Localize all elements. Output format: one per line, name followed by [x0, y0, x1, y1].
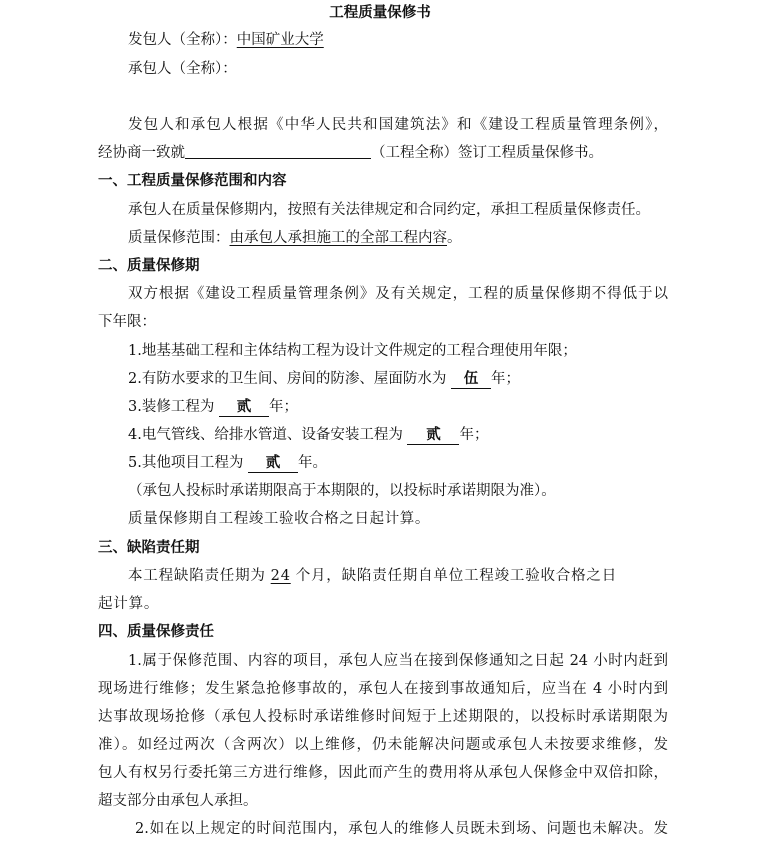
intro-before-blank: 经协商一致就: [98, 145, 185, 161]
responsibility-p1-last: 超支部分由承包人承担。: [98, 793, 258, 809]
section2-heading: 二、质量保修期: [98, 258, 200, 274]
section4-heading: 四、质量保修责任: [98, 624, 214, 640]
responsibility-p1-line-5: 包人有权另行委托第三方进行维修，因此而产生的费用将从承包人保修金中双倍扣除，: [98, 765, 668, 781]
scope-end: 。: [447, 230, 462, 246]
section3-heading: 三、缺陷责任期: [98, 540, 200, 556]
period-item-3-value: 贰: [219, 398, 269, 417]
employer-line: [128, 30, 324, 50]
responsibility-p1-line-4: 准）。如经过两次（含两次）以上维修，仍未能解决问题或承包人未按要求维修，发: [98, 737, 668, 753]
contractor-label: 承包人（全称）：: [128, 61, 237, 77]
section2-intro-line-1: 双方根据《建设工程质量管理条例》及有关规定，工程的质量保修期不得低于以: [128, 286, 668, 302]
section1-paragraph: 承包人在质量保修期内，按照有关法律规定和合同约定，承担工程质量保修责任。: [128, 202, 650, 218]
project-name-blank: [185, 143, 371, 159]
contractor-line: [128, 59, 237, 79]
period-item-2: [128, 369, 520, 389]
intro-line-2: [98, 143, 603, 163]
period-item-3-text: 3.装修工程为: [128, 399, 215, 415]
intro-after-blank: （工程全称）签订工程质量保修书。: [371, 145, 603, 161]
period-item-4-value: 贰: [407, 426, 459, 445]
employer-label: 发包人（全称）：: [128, 32, 237, 48]
period-note: （承包人投标时承诺期限高于本期限的，以投标时承诺期限为准）。: [128, 483, 556, 499]
document-title: 工程质量保修书: [329, 4, 431, 21]
period-item-3: [128, 397, 298, 417]
responsibility-p1-line-1: 1.属于保修范围、内容的项目，承包人应当在接到保修通知之日起 24 小时内赶到: [128, 653, 668, 669]
responsibility-p1-line-3: 达事故现场抢修（承包人投标时承诺维修时间短于上述期限的，以投标时承诺期限为: [98, 709, 668, 725]
defect-period-line-2: 起计算。: [98, 596, 160, 612]
responsibility-p2-line-1: 2.如在以上规定的时间范围内，承包人的维修人员既未到场、问题也未解决。发: [135, 821, 668, 837]
period-item-2-unit: 年；: [490, 371, 520, 387]
period-item-5-unit: 年。: [297, 455, 327, 471]
section1-heading: 一、工程质量保修范围和内容: [98, 173, 287, 189]
period-item-4: [128, 425, 488, 445]
period-item-2-text: 2.有防水要求的卫生间、房间的防渗、屋面防水为: [128, 371, 447, 387]
period-item-1: 1.地基基础工程和主体结构工程为设计文件规定的工程合理使用年限；: [128, 343, 577, 359]
period-item-2-value: 伍: [451, 370, 491, 389]
period-item-4-unit: 年；: [459, 427, 489, 443]
period-item-5-text: 5.其他项目工程为: [128, 455, 244, 471]
defect-period-text: 本工程缺陷责任期为: [128, 568, 266, 584]
period-item-3-unit: 年；: [268, 399, 298, 415]
period-item-4-text: 4.电气管线、给排水管道、设备安装工程为: [128, 427, 403, 443]
employer-value: 中国矿业大学: [236, 32, 324, 48]
defect-period-value: 24: [270, 568, 291, 584]
scope-line: [128, 228, 462, 248]
defect-period-tail: 个月，缺陷责任期自单位工程竣工验收合格之日: [295, 568, 618, 584]
scope-value: 由承包人承担施工的全部工程内容: [229, 230, 447, 246]
defect-period-line-1: [128, 566, 617, 586]
section2-intro-line-2: 下年限：: [98, 314, 156, 330]
period-start: 质量保修期自工程竣工验收合格之日起计算。: [128, 511, 430, 527]
scope-label: 质量保修范围：: [128, 230, 230, 246]
intro-line-1: 发包人和承包人根据《中华人民共和国建筑法》和《建设工程质量管理条例》，: [128, 117, 668, 133]
responsibility-p1-line-2: 现场进行维修；发生紧急抢修事故的，承包人在接到事故通知后，应当在 4 小时内到: [98, 681, 668, 697]
period-item-5: [128, 453, 327, 473]
period-item-5-value: 贰: [248, 454, 298, 473]
